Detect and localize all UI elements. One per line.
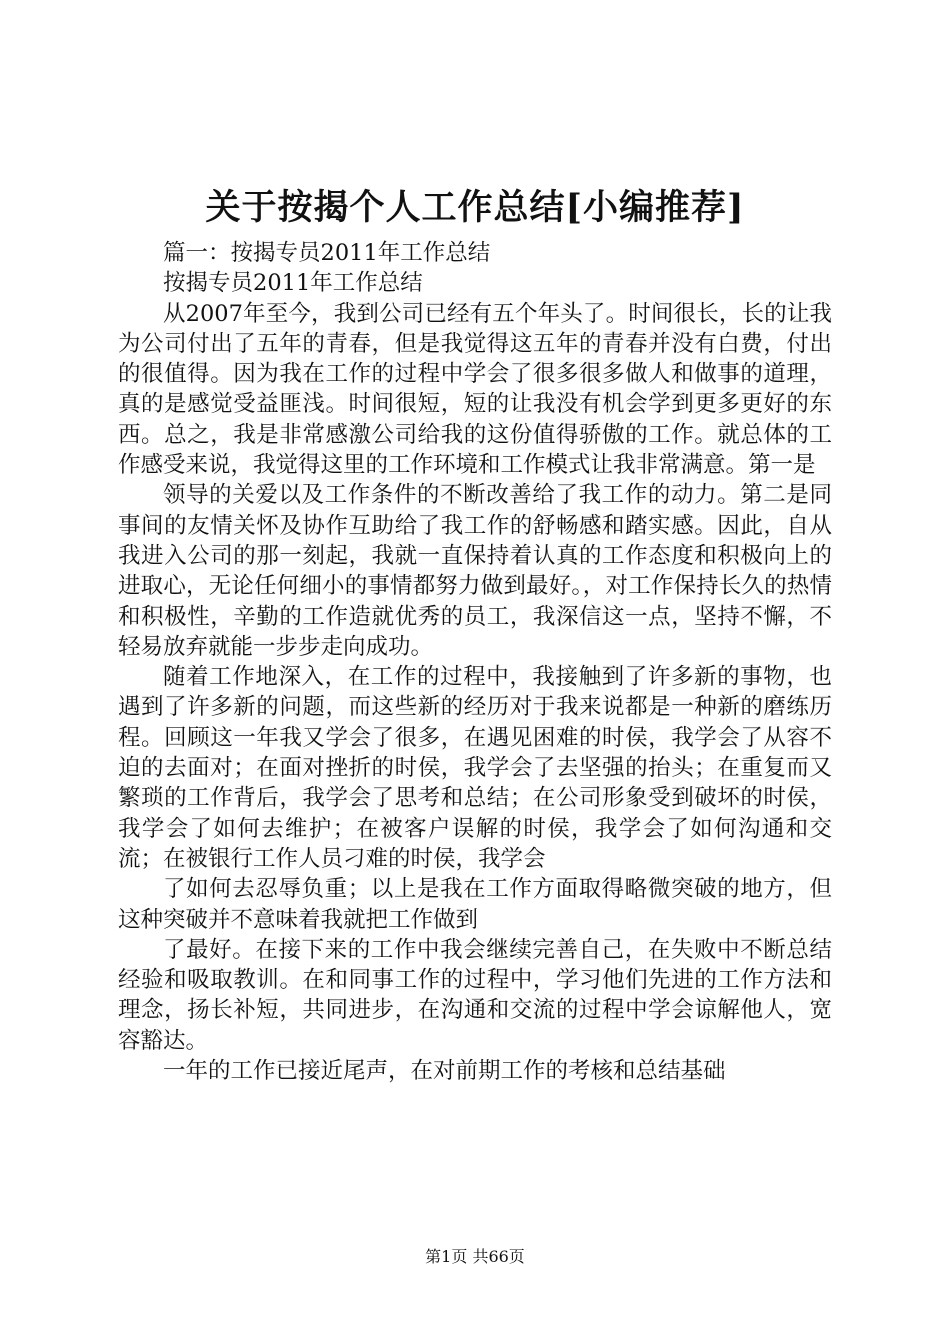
paragraph: 篇一：按揭专员2011年工作总结 (163, 240, 491, 266)
paragraph: 了如何去忍辱负重；以上是我在工作方面取得略微突破的地方，但这种突破并不意味着我就把工作做到 (118, 876, 832, 933)
paragraph: 了最好。在接下来的工作中我会继续完善自己，在失败中不断总结经验和吸取教训。在和同事工作的过程中，学习他们先进的工作方法和理念，扬长补短，共同进步，在沟通和交流的过程中学会谅解他人，宽容豁达。 (118, 936, 832, 1054)
page-footer: 第1页 共66页 (425, 1247, 525, 1266)
paragraph: 随着工作地深入，在工作的过程中，我接触到了许多新的事物，也遇到了许多新的问题，而这些新的经历对于我来说都是一种新的磨练历程。回顾这一年我又学会了很多，在遇见困难的时侯，我学会了从容不迫的去面对；在面对挫折的时侯，我学会了去坚强的抬头；在重复而又繁琐的工作背后，我学会了思考和总结；在公司形象受到破坏的时侯，我学会了如何去维护；在被客户误解的时侯，我学会了如何沟通和交流；在被银行工作人员刁难的时侯，我学会 (118, 664, 832, 872)
paragraph: 按揭专员2011年工作总结 (163, 270, 423, 297)
document-title: 关于按揭个人工作总结[小编推荐] (205, 187, 745, 228)
document-body (118, 238, 832, 1086)
paragraph: 一年的工作已接近尾声，在对前期工作的考核和总结基础 (163, 1058, 726, 1085)
paragraph: 领导的关爱以及工作条件的不断改善给了我工作的动力。第二是同事间的友情关怀及协作互助给了我工作的舒畅感和踏实感。因此，自从我进入公司的那一刻起，我就一直保持着认真的工作态度和积极向上的进取心，无论任何细小的事情都努力做到最好。，对工作保持长久的热情和积极性，辛勤的工作造就优秀的员工，我深信这一点，坚持不懈，不轻易放弃就能一步步走向成功。 (118, 482, 832, 660)
paragraph: 从2007年至今，我到公司已经有五个年头了。时间很长，长的让我为公司付出了五年的青春，但是我觉得这五年的青春并没有白费，付出的很值得。因为我在工作的过程中学会了很多很多做人和做事的道理，真的是感觉受益匪浅。时间很短，短的让我没有机会学到更多更好的东西。总之，我是非常感激公司给我的这份值得骄傲的工作。就总体的工作感受来说，我觉得这里的工作环境和工作模式让我非常满意。第一是 (118, 300, 832, 479)
